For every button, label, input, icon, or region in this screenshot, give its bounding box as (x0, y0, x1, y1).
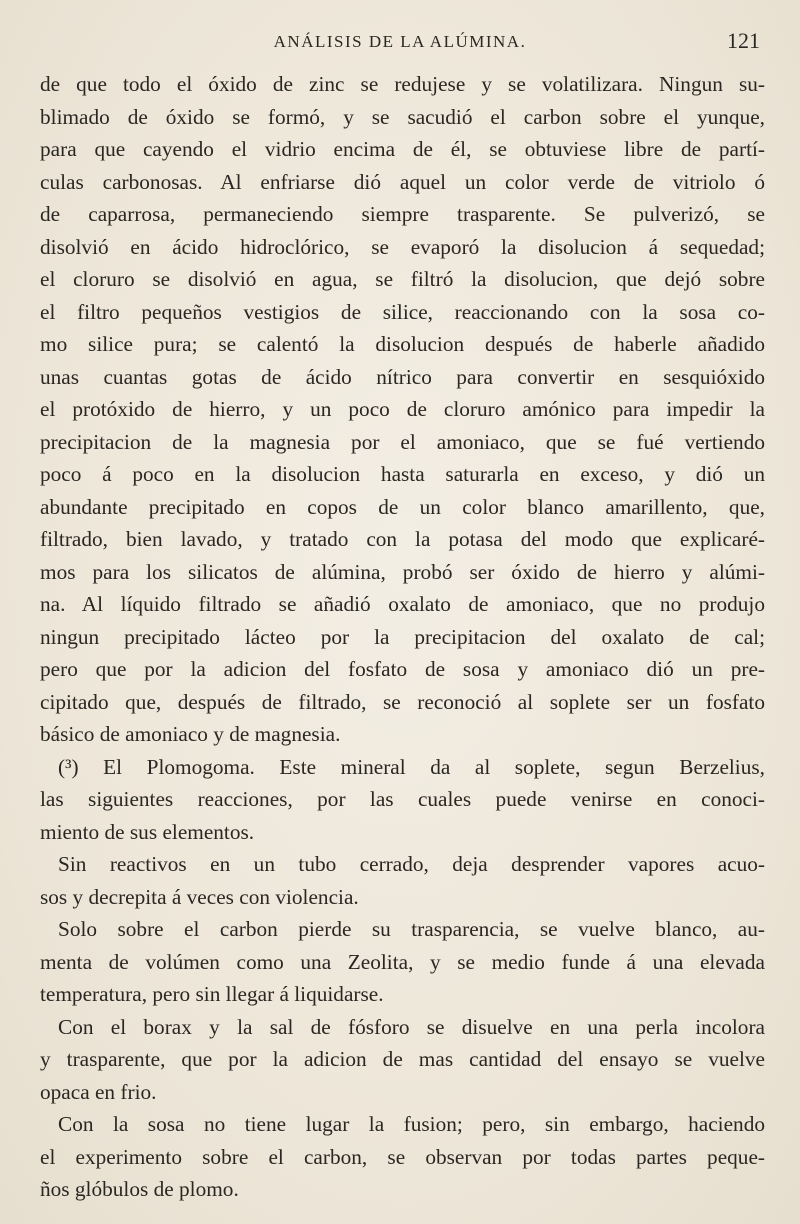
text-line: abundante precipitado en copos de un color blanco amarillento, que, (40, 494, 765, 519)
text-line: Con el borax y la sal de fósforo se disuelve en una perla incolora (58, 1014, 765, 1039)
page-header (40, 28, 760, 58)
text-line: culas carbonosas. Al enfriarse dió aquel un color verde de vitriolo ó (40, 169, 765, 194)
text-line: sos y decrepita á veces con violencia. (40, 884, 359, 909)
text-line: mos para los silicatos de alúmina, probó ser óxido de hierro y alúmi- (40, 559, 765, 584)
text-line: pero que por la adicion del fosfato de sosa y amoniaco dió un pre- (40, 657, 765, 681)
text-line: el protóxido de hierro, y un poco de cloruro amónico para impedir la (40, 397, 765, 421)
text-line: Sin reactivos en un tubo cerrado, deja desprender vapores acuo- (58, 852, 765, 876)
text-line: blimado de óxido se formó, y se sacudió el carbon sobre el yunque, (40, 104, 765, 129)
text-line: ños glóbulos de plomo. (40, 1177, 239, 1201)
text-line: Solo sobre el carbon pierde su trasparencia, se vuelve blanco, au- (58, 917, 765, 941)
text-line: filtrado, bien lavado, y tratado con la potasa del modo que explicaré- (40, 527, 765, 551)
text-line: de caparrosa, permaneciendo siempre trasparente. Se pulverizó, se (40, 202, 765, 226)
text-line: básico de amoniaco y de magnesia. (40, 722, 341, 746)
text-line: (³) El Plomogoma. Este mineral da al soplete, segun Berzelius, (58, 754, 765, 779)
text-line: el cloruro se disolvió en agua, se filtró la disolucion, que dejó sobre (40, 267, 765, 291)
body-text (40, 68, 765, 1206)
text-line: opaca en frio. (40, 1079, 157, 1104)
text-line: mo silice pura; se calentó la disolucion después de haberle añadido (40, 332, 765, 356)
text-line: de que todo el óxido de zinc se redujese y se volatilizara. Ningun su- (40, 72, 765, 96)
text-line: precipitacion de la magnesia por el amoniaco, que se fué vertiendo (40, 429, 765, 454)
text-line: y trasparente, que por la adicion de mas cantidad del ensayo se vuelve (40, 1047, 765, 1071)
text-line: cipitado que, después de filtrado, se reconoció al soplete ser un fosfato (40, 689, 765, 714)
text-line: menta de volúmen como una Zeolita, y se medio funde á una elevada (40, 949, 765, 974)
text-line: las siguientes reacciones, por las cuales puede venirse en conoci- (40, 787, 765, 811)
text-line: poco á poco en la disolucion hasta saturarla en exceso, y dió un (40, 462, 765, 486)
text-line: unas cuantas gotas de ácido nítrico para convertir en sesquióxido (40, 364, 765, 389)
text-line: el experimento sobre el carbon, se observan por todas partes peque- (40, 1144, 765, 1169)
text-line: el filtro pequeños vestigios de silice, reaccionando con la sosa co- (40, 299, 765, 324)
running-title: ANÁLISIS DE LA ALÚMINA. (273, 32, 527, 51)
text-line: temperatura, pero sin llegar á liquidarse. (40, 982, 384, 1006)
text-line: disolvió en ácido hidroclórico, se evaporó la disolucion á sequedad; (40, 234, 765, 259)
text-line: ningun precipitado lácteo por la precipitacion del oxalato de cal; (40, 624, 765, 649)
text-line: na. Al líquido filtrado se añadió oxalato de amoniaco, que no produjo (40, 592, 765, 616)
page-number: 121 (727, 28, 760, 53)
text-line: miento de sus elementos. (40, 819, 255, 844)
text-line: Con la sosa no tiene lugar la fusion; pero, sin embargo, haciendo (58, 1112, 765, 1136)
text-line: para que cayendo el vidrio encima de él, se obtuviese libre de partí- (40, 137, 765, 161)
